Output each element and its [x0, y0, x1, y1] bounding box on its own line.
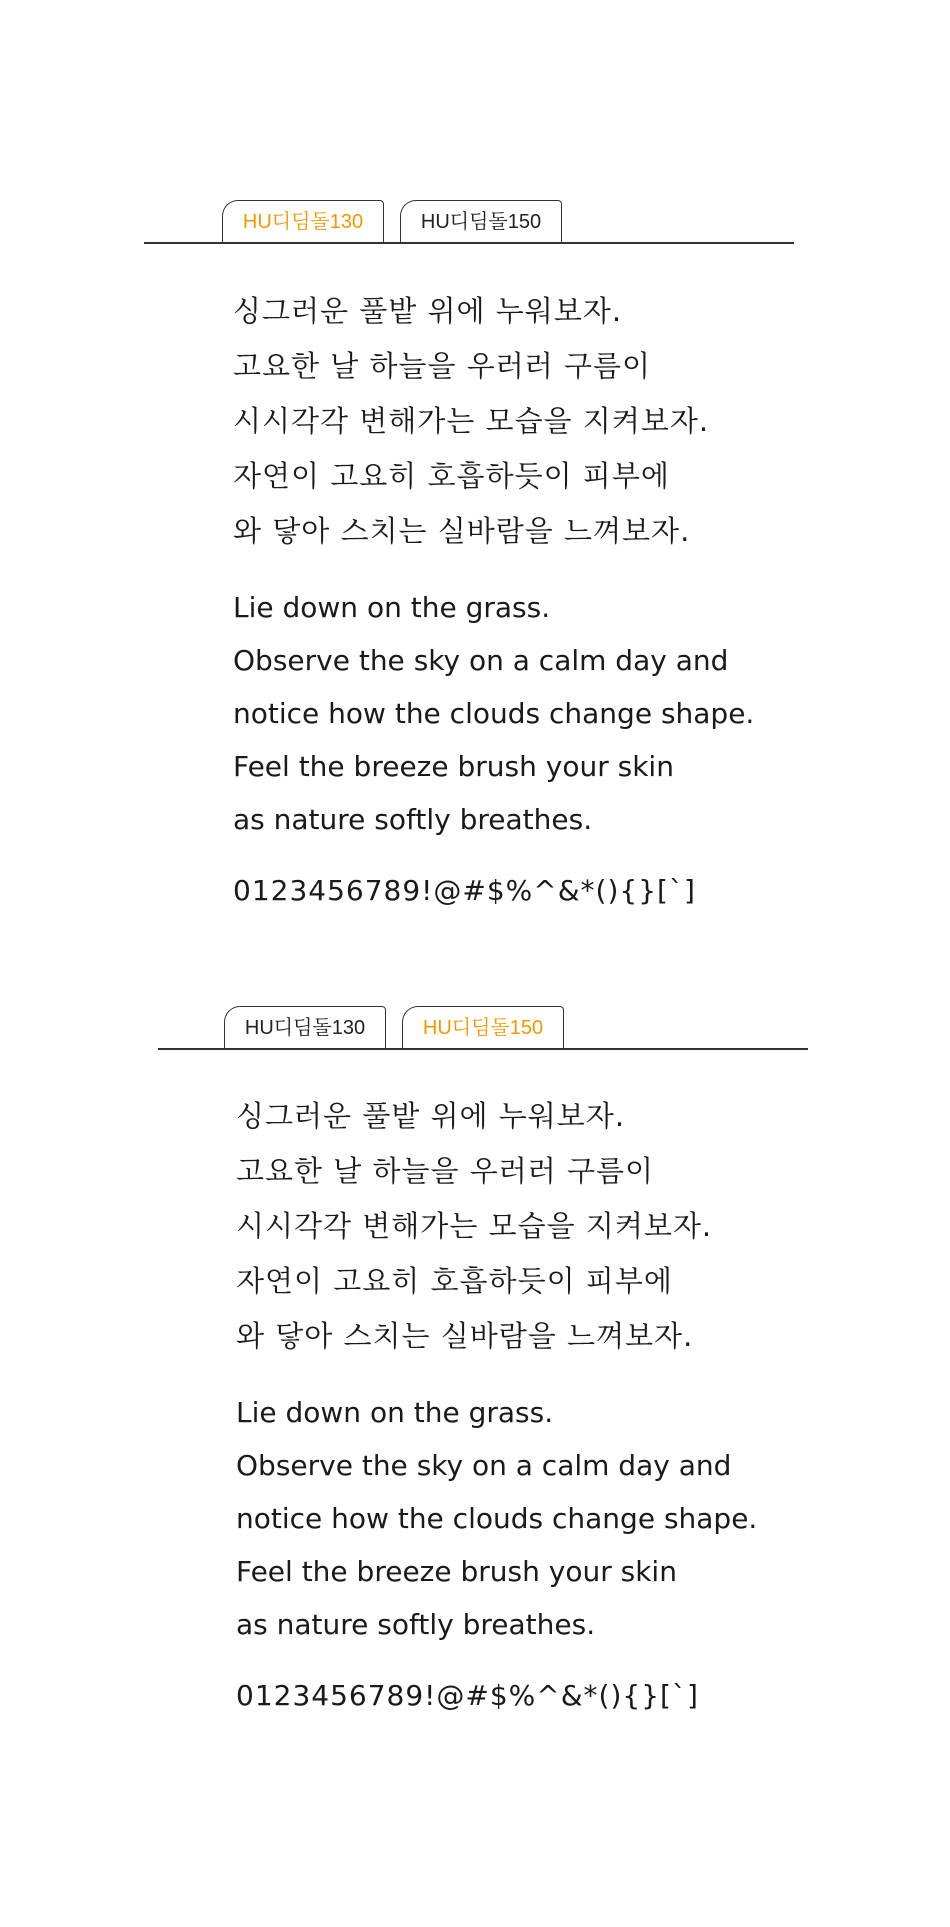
korean-line: 와 닿아 스치는 실바람을 느껴보자. — [236, 1319, 694, 1353]
sample-text-1 — [233, 284, 754, 917]
korean-line: 시시각각 변해가는 모습을 지켜보자. — [236, 1209, 713, 1243]
korean-line: 자연이 고요히 호흡하듯이 피부에 — [233, 459, 670, 493]
english-line: Lie down on the grass. — [236, 1396, 554, 1429]
symbols-line: 0123456789!@#$%^&*(){}[`] — [233, 874, 696, 907]
english-line: as nature softly breathes. — [233, 803, 593, 836]
sample-text-2 — [236, 1089, 757, 1722]
english-line: notice how the clouds change shape. — [236, 1502, 758, 1535]
english-paragraph — [233, 581, 754, 846]
korean-line: 시시각각 변해가는 모습을 지켜보자. — [233, 404, 710, 438]
tab-hu-didimdol-150[interactable]: HU디딤돌150 — [400, 200, 562, 244]
korean-line: 싱그러운 풀밭 위에 누워보자. — [233, 294, 623, 328]
tab-hu-didimdol-130[interactable]: HU디딤돌130 — [224, 1006, 386, 1050]
tab-bar-1 — [144, 196, 794, 244]
korean-line: 자연이 고요히 호흡하듯이 피부에 — [236, 1264, 673, 1298]
english-line: Observe the sky on a calm day and — [236, 1449, 732, 1482]
korean-line: 고요한 날 하늘을 우러러 구름이 — [233, 349, 652, 383]
english-line: as nature softly breathes. — [236, 1608, 596, 1641]
english-line: Feel the breeze brush your skin — [233, 750, 674, 783]
korean-line: 싱그러운 풀밭 위에 누워보자. — [236, 1099, 626, 1133]
tab-hu-didimdol-150[interactable]: HU디딤돌150 — [402, 1006, 564, 1050]
tab-bar-2 — [158, 1002, 808, 1050]
korean-line: 고요한 날 하늘을 우러러 구름이 — [236, 1154, 655, 1188]
english-line: notice how the clouds change shape. — [233, 697, 755, 730]
korean-line: 와 닿아 스치는 실바람을 느껴보자. — [233, 514, 691, 548]
symbols-line: 0123456789!@#$%^&*(){}[`] — [236, 1679, 699, 1712]
english-paragraph — [236, 1386, 757, 1651]
english-line: Feel the breeze brush your skin — [236, 1555, 677, 1588]
tab-hu-didimdol-130[interactable]: HU디딤돌130 — [222, 200, 384, 244]
korean-paragraph — [236, 1089, 757, 1364]
english-line: Lie down on the grass. — [233, 591, 551, 624]
english-line: Observe the sky on a calm day and — [233, 644, 729, 677]
korean-paragraph — [233, 284, 754, 559]
